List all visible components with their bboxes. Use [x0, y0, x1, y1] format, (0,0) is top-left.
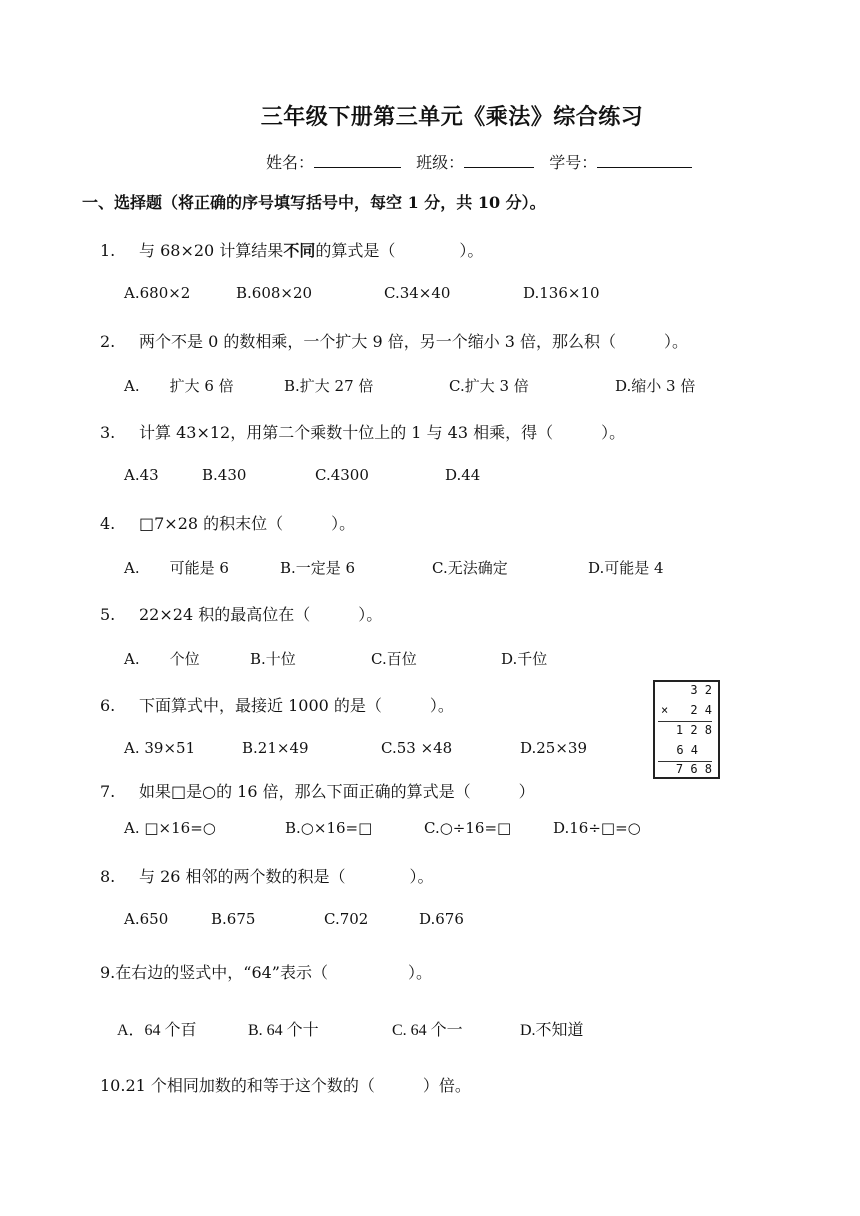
option-d: D.676 — [419, 910, 464, 928]
question-text: 22×24 积的最高位在（ ）。 — [139, 605, 383, 624]
question-number: 8. — [100, 867, 116, 886]
multiplier: 2 4 — [690, 703, 712, 717]
question-10 — [100, 1073, 471, 1096]
id-blank — [597, 153, 692, 168]
option-a: A. 扩大 6 倍 — [124, 377, 234, 395]
name-blank — [314, 153, 401, 168]
question-9 — [100, 960, 432, 983]
calc-line — [658, 721, 712, 722]
page-title: 三年级下册第三单元《乘法》综合练习 — [260, 104, 644, 130]
option-a: A．64 个百 — [117, 1022, 197, 1039]
option-b: B.十位 — [250, 650, 296, 668]
option-d: D.16÷□=○ — [553, 819, 641, 837]
vertical-multiplication — [653, 680, 720, 779]
partial-product-2: 6 4 — [676, 743, 698, 757]
option-d: D.44 — [445, 466, 481, 484]
question-text: 21 个相同加数的和等于这个数的（ ）倍。 — [125, 1076, 471, 1095]
question-number: 1. — [100, 241, 116, 260]
question-text: □7×28 的积末位（ ）。 — [139, 514, 356, 533]
student-info — [266, 150, 702, 173]
question-text: 下面算式中，最接近 1000 的是（ ）。 — [139, 696, 454, 715]
option-a: A. □×16=○ — [124, 819, 216, 837]
option-a: A.680×2 — [124, 284, 191, 302]
option-c: C.53 ×48 — [381, 739, 453, 757]
option-c: C.扩大 3 倍 — [449, 377, 529, 395]
option-a: A.43 — [124, 466, 159, 484]
question-number: 2. — [100, 332, 116, 351]
question-text: 如果□是○的 16 倍，那么下面正确的算式是（ ） — [139, 782, 535, 801]
question-text: 在右边的竖式中，“64”表示（ ）。 — [115, 963, 432, 982]
question-5 — [100, 602, 382, 625]
option-c: C.百位 — [371, 650, 417, 668]
name-label: 姓名： — [266, 153, 315, 172]
class-blank — [464, 153, 534, 168]
question-number: 3. — [100, 423, 116, 442]
question-2 — [100, 329, 688, 352]
option-b: B.一定是 6 — [280, 559, 356, 577]
option-c: C.702 — [324, 910, 369, 928]
option-b: B.○×16=□ — [285, 819, 373, 837]
option-a: A. 个位 — [124, 650, 200, 668]
option-a: A. 可能是 6 — [124, 559, 229, 577]
multiplicand: 3 2 — [690, 683, 712, 697]
question-text: 与 68×20 计算结果 — [139, 241, 284, 260]
option-c: C.无法确定 — [432, 559, 508, 577]
question-number: 9. — [100, 963, 116, 982]
option-b: B.430 — [202, 466, 247, 484]
question-8 — [100, 864, 434, 887]
question-6 — [100, 693, 454, 716]
question-4 — [100, 511, 355, 534]
option-b: B. 64 个十 — [248, 1022, 319, 1039]
option-d: D.可能是 4 — [588, 559, 664, 577]
class-label: 班级： — [416, 153, 465, 172]
question-text: 与 26 相邻的两个数的积是（ ）。 — [139, 867, 434, 886]
question-number: 6. — [100, 696, 116, 715]
option-b: B.675 — [211, 910, 256, 928]
question-7 — [100, 779, 535, 802]
option-d: D.136×10 — [523, 284, 600, 302]
question-number: 7. — [100, 782, 116, 801]
question-number: 4. — [100, 514, 116, 533]
question-emphasis: 不同 — [283, 241, 316, 260]
option-b: B.扩大 27 倍 — [284, 377, 374, 395]
option-c: C. 64 个一 — [392, 1022, 463, 1039]
option-c: C.34×40 — [384, 284, 451, 302]
option-d: D.缩小 3 倍 — [615, 377, 696, 395]
multiply-sign: × — [661, 703, 669, 717]
question-text: 计算 43×12，用第二个乘数十位上的 1 与 43 相乘，得（ ）。 — [139, 423, 626, 442]
question-number: 5. — [100, 605, 116, 624]
option-d: D.千位 — [501, 650, 548, 668]
question-text: 的算式是（ ）。 — [315, 241, 484, 260]
option-d: D.不知道 — [520, 1022, 584, 1039]
option-a: A.650 — [124, 910, 169, 928]
option-b: B.21×49 — [242, 739, 309, 757]
question-text: 两个不是 0 的数相乘，一个扩大 9 倍，另一个缩小 3 倍，那么积（ ）。 — [139, 332, 689, 351]
question-number: 10. — [100, 1076, 126, 1095]
option-a: A. 39×51 — [124, 739, 196, 757]
option-c: C.4300 — [315, 466, 369, 484]
product: 7 6 8 — [675, 762, 712, 776]
section-heading: 一、选择题（将正确的序号填写括号中，每空 1 分，共 10 分）。 — [82, 193, 546, 212]
id-label: 学号： — [549, 153, 598, 172]
option-b: B.608×20 — [236, 284, 313, 302]
option-c: C.○÷16=□ — [424, 819, 512, 837]
option-d: D.25×39 — [520, 739, 588, 757]
question-1 — [100, 238, 483, 261]
partial-product-1: 1 2 8 — [675, 723, 712, 737]
question-3 — [100, 420, 625, 443]
